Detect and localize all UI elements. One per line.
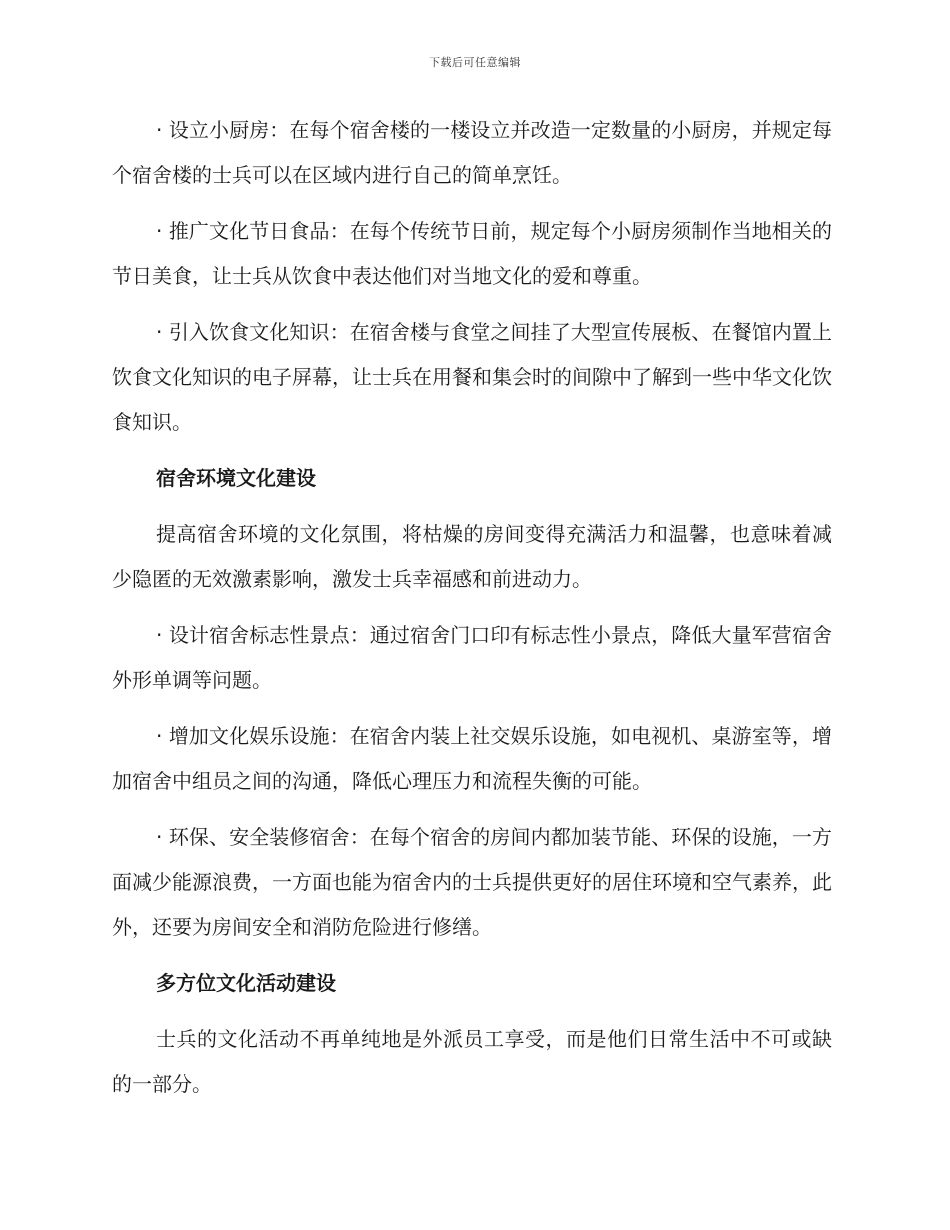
section-heading-dormitory: 宿舍环境文化建设 — [156, 466, 316, 490]
page-header: 下载后可任意编辑 — [429, 56, 521, 69]
paragraph-dormitory-intro: 提高宿舍环境的文化氛围，将枯燥的房间变得充满活力和温馨，也意味着减少隐匿的无效激素影响，激发士兵幸福感和前进动力。 — [112, 522, 832, 591]
section-heading-activities: 多方位文化活动建设 — [156, 971, 336, 995]
paragraph-activities-intro: 士兵的文化活动不再单纯地是外派员工享受，而是他们日常生活中不可或缺的一部分。 — [112, 1027, 832, 1096]
document-body — [112, 108, 832, 1118]
bullet-festival-food: · 推广文化节日食品：在每个传统节日前，规定每个小厨房须制作当地相关的节日美食，让士兵从饮食中表达他们对当地文化的爱和尊重。 — [112, 219, 832, 288]
bullet-eco-safe-renovation: · 环保、安全装修宿舍：在每个宿舍的房间内都加装节能、环保的设施，一方面减少能源浪费，一方面也能为宿舍内的士兵提供更好的居住环境和空气素养，此外，还要为房间安全和消防危险进行修缮。 — [112, 825, 832, 939]
bullet-small-kitchen: · 设立小厨房：在每个宿舍楼的一楼设立并改造一定数量的小厨房，并规定每个宿舍楼的士兵可以在区域内进行自己的简单烹饪。 — [112, 118, 832, 187]
bullet-landmark-design: · 设计宿舍标志性景点：通过宿舍门口印有标志性小景点，降低大量军营宿舍外形单调等问题。 — [112, 623, 832, 692]
bullet-food-culture-knowledge: · 引入饮食文化知识：在宿舍楼与食堂之间挂了大型宣传展板、在餐馆内置上饮食文化知识的电子屏幕，让士兵在用餐和集会时的间隙中了解到一些中华文化饮食知识。 — [112, 320, 832, 434]
bullet-entertainment-facilities: · 增加文化娱乐设施：在宿舍内装上社交娱乐设施，如电视机、桌游室等，增加宿舍中组员之间的沟通，降低心理压力和流程失衡的可能。 — [112, 724, 832, 793]
